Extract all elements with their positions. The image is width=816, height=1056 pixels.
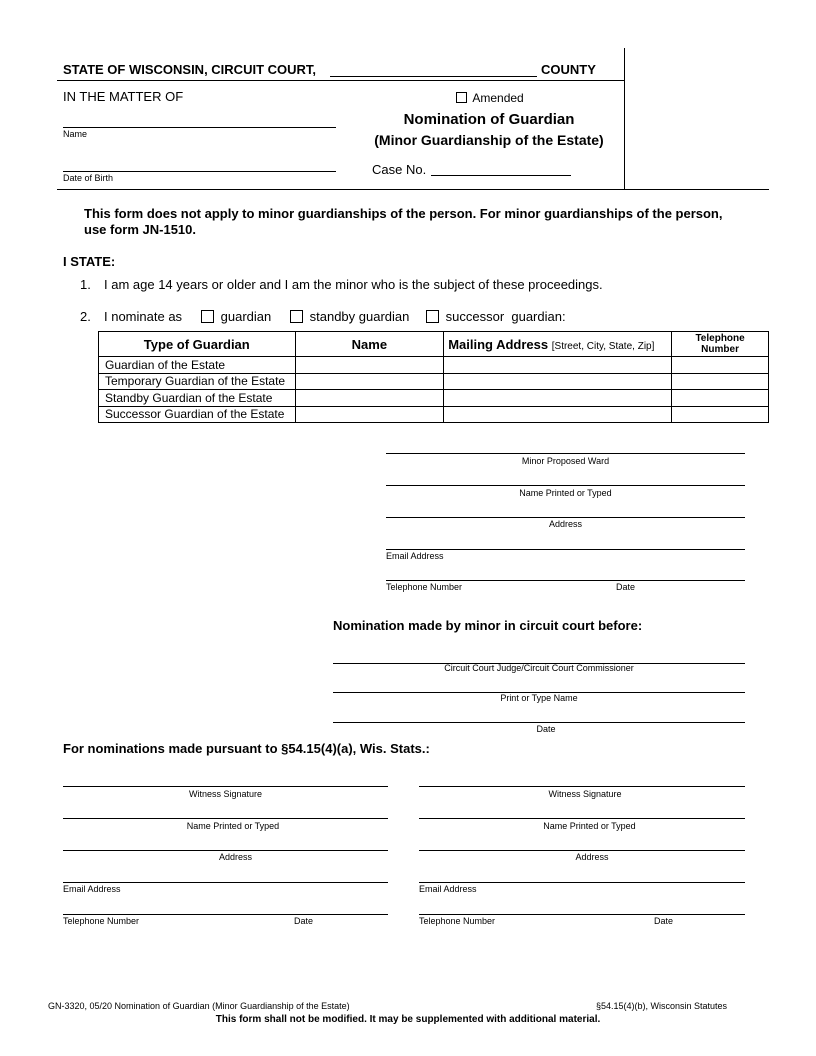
standby-guardian-option-label: standby guardian [309,309,410,325]
footer-statute: §54.15(4)(b), Wisconsin Statutes [596,1001,728,1011]
address-cell[interactable] [444,390,672,407]
col-header-name: Name [295,332,444,357]
form-title: Nomination of Guardian [403,111,575,128]
footer-form-id: GN-3320, 05/20 Nomination of Guardian (Minor Guardianship of the Estate) [48,1001,350,1011]
judge-print-name-label: Print or Type Name [500,693,578,703]
name-cell[interactable] [295,357,444,374]
amended-checkbox[interactable] [456,92,467,103]
address-cell[interactable] [444,406,672,423]
guardian-option-label: guardian [220,309,272,325]
table-row [99,406,769,423]
minor-email-label: Email Address [386,551,444,561]
name-cell[interactable] [295,406,444,423]
judge-label: Circuit Court Judge/Circuit Court Commissioner [444,663,634,673]
dob-field[interactable] [63,171,336,172]
item-1-number: 1. [80,277,91,292]
guardian-type-cell: Successor Guardian of the Estate [99,406,296,423]
minor-address-label: Address [548,519,583,529]
minor-email-line[interactable] [386,549,745,550]
court-date-label: Date [536,724,556,734]
successor-guardian-checkbox[interactable] [426,310,439,323]
matter-label: IN THE MATTER OF [63,89,184,104]
item-1-text: I am age 14 years or older and I am the minor who is the subject of these proceedings. [104,277,603,292]
name-cell[interactable] [295,390,444,407]
header-divider [57,80,624,81]
phone-cell[interactable] [672,357,769,374]
witness-2-email-line[interactable] [419,882,745,883]
witness-1-phone-label: Telephone Number [63,916,140,926]
minor-printed-name-line[interactable] [386,485,745,486]
guardian-type-cell: Temporary Guardian of the Estate [99,373,296,390]
court-date-line[interactable] [333,722,745,723]
witness-2-signature-line[interactable] [419,786,745,787]
option-standby-guardian [290,308,409,324]
witness-2-email-label: Email Address [419,884,477,894]
standby-guardian-checkbox[interactable] [290,310,303,323]
guardian-type-cell: Standby Guardian of the Estate [99,390,296,407]
guardian-table [98,331,769,423]
phone-cell[interactable] [672,373,769,390]
address-cell[interactable] [444,357,672,374]
court-block-heading: Nomination made by minor in circuit court before: [333,618,643,633]
name-field[interactable] [63,127,336,128]
name-label: Name [63,129,88,139]
option-guardian [201,308,271,324]
phone-cell[interactable] [672,406,769,423]
witness-1-phone-date-line[interactable] [63,914,388,915]
table-row [99,373,769,390]
witness-2-printed-label: Name Printed or Typed [543,821,636,831]
amended-label: Amended [472,90,524,105]
witness-1-printed-line[interactable] [63,818,388,819]
witness-1-date-label: Date [294,916,314,926]
option-successor-guardian [426,308,566,324]
witness-2-date-label: Date [654,916,674,926]
minor-phone-date-line[interactable] [386,580,745,581]
witness-1-signature-line[interactable] [63,786,388,787]
col-header-type: Type of Guardian [99,332,296,357]
minor-printed-name-label: Name Printed or Typed [519,488,612,498]
minor-signature-line[interactable] [386,453,745,454]
form-subtitle: (Minor Guardianship of the Estate) [374,132,604,148]
table-row [99,390,769,407]
dob-label: Date of Birth [63,173,114,183]
witness-2-phone-label: Telephone Number [419,916,496,926]
witness-heading: For nominations made pursuant to §54.15(4)(a), Wis. Stats.: [63,741,430,756]
successor-guardian-option-label: successor guardian: [445,309,566,325]
item-2-number: 2. [80,309,91,324]
amended-checkbox-group [456,90,524,105]
minor-phone-label: Telephone Number [386,582,463,592]
witness-1-printed-label: Name Printed or Typed [186,821,280,831]
footer-notice: This form shall not be modified. It may be supplemented with additional material. [215,1014,601,1025]
guardian-type-cell: Guardian of the Estate [99,357,296,374]
col-header-address [444,332,672,357]
minor-date-label: Date [616,582,636,592]
witness-1-signature-label: Witness Signature [188,789,263,799]
col-header-phone-line-2: Number [701,344,739,355]
witness-1-email-line[interactable] [63,882,388,883]
item-2-text: I nominate as [104,309,183,324]
table-row [99,357,769,374]
court-line: STATE OF WISCONSIN, CIRCUIT COURT, [63,62,317,77]
header-vertical-divider [624,48,625,189]
minor-address-line[interactable] [386,517,745,518]
notice-line-2: use form JN-1510. [84,222,196,237]
minor-ward-label: Minor Proposed Ward [521,456,610,466]
guardian-checkbox[interactable] [201,310,214,323]
case-no-label: Case No. [372,162,427,177]
address-cell[interactable] [444,373,672,390]
col-header-address-label: Mailing Address [448,336,549,352]
witness-1-email-label: Email Address [63,884,121,894]
county-field[interactable] [330,76,537,77]
notice-line-1: This form does not apply to minor guardianships of the person. For minor guardianships of the person, [84,206,723,221]
guardian-table-header-row [99,332,769,357]
phone-cell[interactable] [672,390,769,407]
witness-2-signature-label: Witness Signature [548,789,622,799]
witness-2-printed-line[interactable] [419,818,745,819]
col-header-phone [672,332,769,357]
name-cell[interactable] [295,373,444,390]
statement-heading: I STATE: [63,254,116,269]
witness-1-address-label: Address [218,852,253,862]
county-label: COUNTY [541,62,596,77]
col-header-address-hint: [Street, City, State, Zip] [551,340,655,352]
witness-2-address-label: Address [575,852,609,862]
header-bottom-rule [57,189,769,190]
witness-2-address-line[interactable] [419,850,745,851]
col-header-phone-line-1: Telephone [695,333,745,344]
case-no-field[interactable] [431,175,571,176]
witness-2-phone-date-line[interactable] [419,914,745,915]
witness-1-address-line[interactable] [63,850,388,851]
